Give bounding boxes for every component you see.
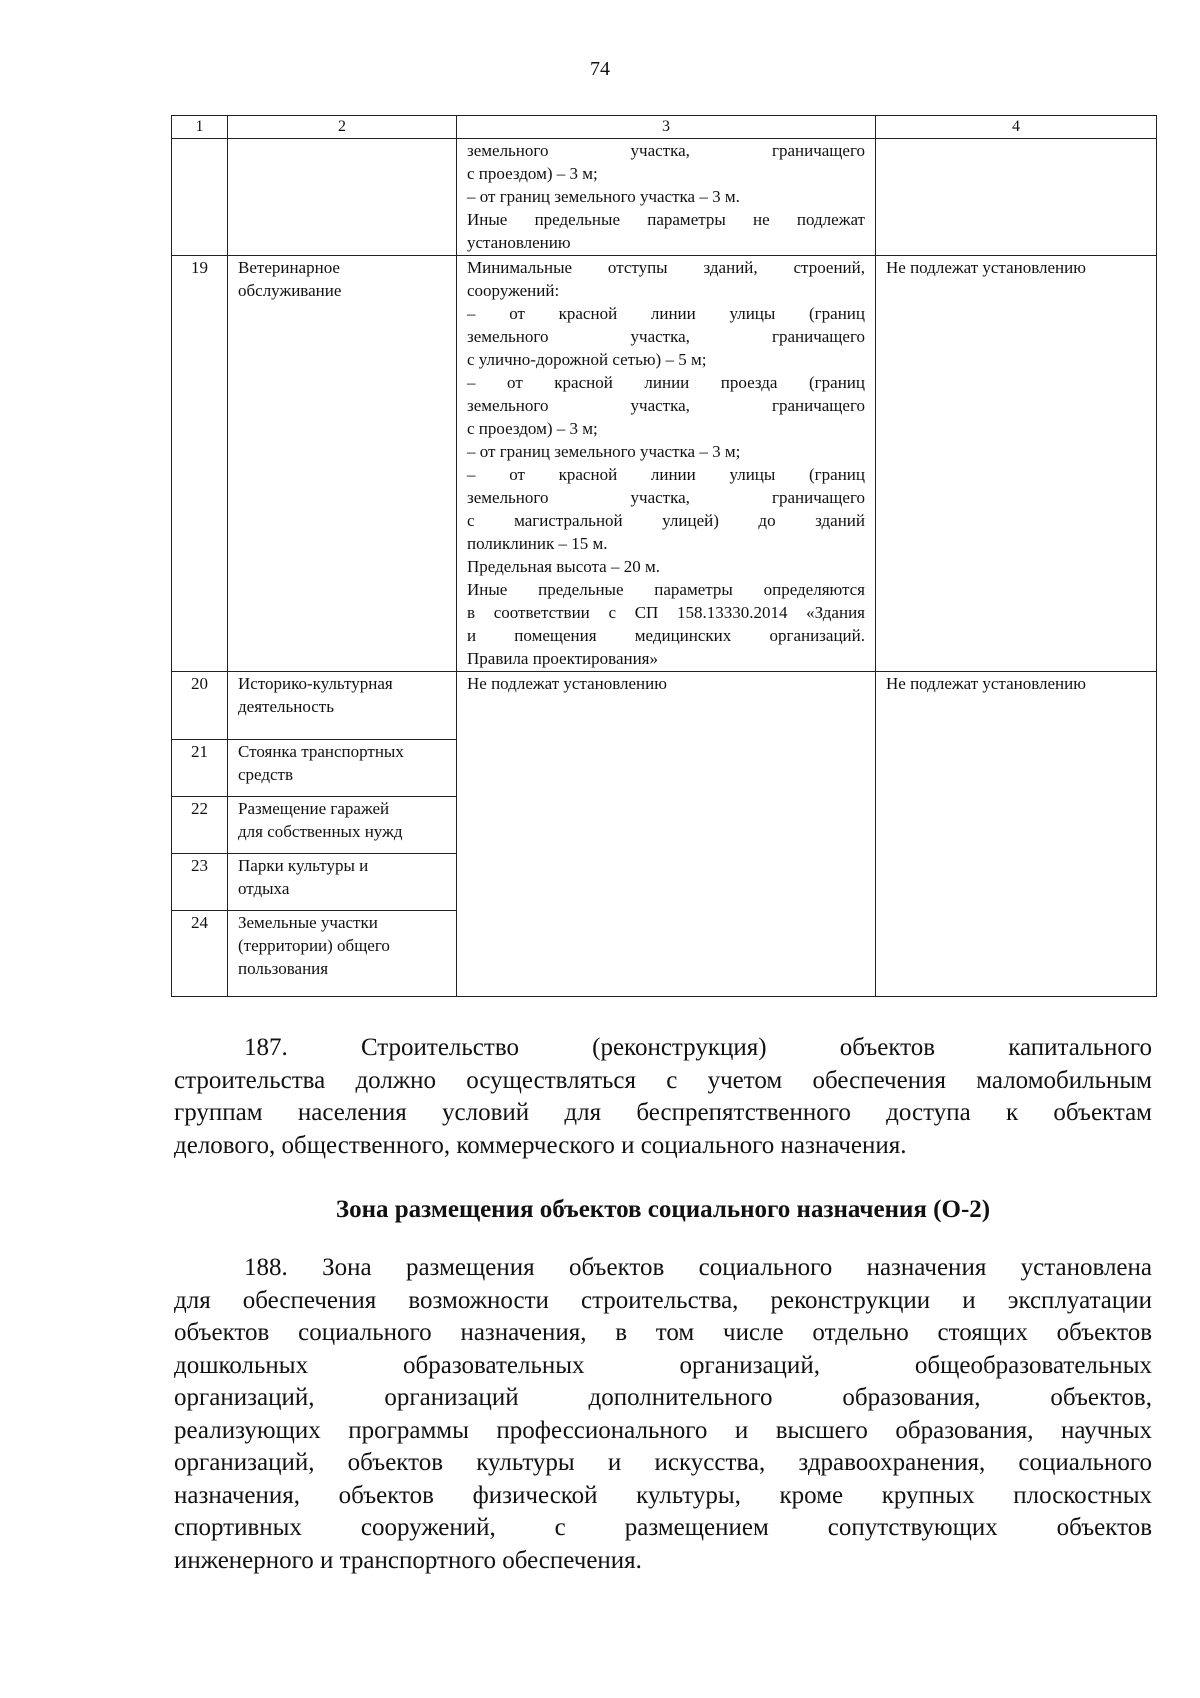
- text-line: Историко-культурная: [238, 674, 393, 693]
- text-line: Правила проектирования»: [467, 649, 659, 668]
- use-name-cell: [228, 139, 457, 256]
- parameters-cell: [457, 139, 876, 256]
- text-line: пользования: [238, 959, 329, 978]
- text-line: поликлиник – 15 м.: [467, 534, 608, 553]
- text-line: Земельные участки: [238, 913, 378, 932]
- use-name-cell: [228, 854, 457, 911]
- paragraph-line: организаций, организаций дополнительного образования, объектов,: [174, 1384, 1152, 1411]
- text-line: в соответствии с СП 158.13330.2014 «Здания: [467, 603, 865, 622]
- paragraph-line: строительства должно осуществляться с учетом обеспечения маломобильным: [174, 1066, 1152, 1094]
- text-line: с улично-дорожной сетью) – 5 м;: [467, 350, 707, 369]
- row-number-cell: 19: [172, 256, 228, 672]
- text-line: – от границ земельного участка – 3 м;: [467, 442, 741, 461]
- paragraph-line: 188. Зона размещения объектов социального назначения установлена: [244, 1254, 1152, 1281]
- text-line: земельного участка, граничащего: [467, 396, 865, 415]
- use-name-cell: [228, 256, 457, 672]
- page-number: 74: [590, 58, 610, 80]
- paragraph-line: организаций, объектов культуры и искусства, здравоохранения, социального: [174, 1449, 1152, 1476]
- section-heading: Зона размещения объектов социального назначения (О-2): [335, 1196, 991, 1223]
- paragraph-line: инженерного и транспортного обеспечения.: [174, 1546, 642, 1574]
- row-number-cell: 22: [172, 797, 228, 854]
- text-line: земельного участка, граничащего: [467, 488, 865, 507]
- use-name-cell: [228, 672, 457, 740]
- paragraph-line: спортивных сооружений, с размещением сопутствующих объектов: [174, 1514, 1152, 1541]
- header-cell-3: 3: [457, 116, 876, 139]
- restrictions-cell: Не подлежат установлению: [876, 672, 1157, 997]
- row-number-cell: 21: [172, 740, 228, 797]
- text-line: земельного участка, граничащего: [467, 141, 865, 160]
- header-cell-4: 4: [876, 116, 1157, 139]
- text-line: средств: [238, 765, 294, 784]
- row-number-cell: 23: [172, 854, 228, 911]
- text-line: установлению: [467, 233, 571, 252]
- paragraph-line: делового, общественного, коммерческого и социального назначения.: [174, 1131, 907, 1159]
- text-line: Иные предельные параметры определяются: [467, 580, 865, 599]
- text-line: отдыха: [238, 879, 290, 898]
- text-line: Парки культуры и: [238, 856, 369, 875]
- table-header-row: [172, 116, 1157, 139]
- text-line: деятельность: [238, 697, 334, 716]
- paragraph-line: назначения, объектов физической культуры, кроме крупных плоскостных: [174, 1481, 1152, 1509]
- text-line: для собственных нужд: [238, 822, 403, 841]
- text-line: земельного участка, граничащего: [467, 327, 865, 346]
- row-number-cell: 20: [172, 672, 228, 740]
- paragraph-line: объектов социального назначения, в том числе отдельно стоящих объектов: [174, 1319, 1152, 1346]
- text-line: сооружений:: [467, 281, 560, 300]
- parameters-cell: Не подлежат установлению: [457, 672, 876, 997]
- paragraph-line: для обеспечения возможности строительства, реконструкции и эксплуатации: [174, 1286, 1152, 1314]
- text-line: с магистральной улицей) до зданий: [467, 511, 865, 530]
- text-line: Минимальные отступы зданий, строений,: [467, 258, 865, 277]
- row-number-cell: 24: [172, 911, 228, 997]
- use-name-cell: [228, 911, 457, 997]
- paragraph-line: реализующих программы профессионального и высшего образования, научных: [174, 1416, 1152, 1444]
- paragraph-188: [174, 1252, 1152, 1577]
- paragraph-line: группам населения условий для беспрепятственного доступа к объектам: [174, 1099, 1152, 1126]
- parameters-cell: [457, 256, 876, 672]
- restrictions-cell: Не подлежат установлению: [876, 256, 1157, 672]
- row-number-cell: [172, 139, 228, 256]
- table-row-continuation: [172, 139, 1157, 256]
- text-line: Ветеринарное: [238, 258, 340, 277]
- text-line: – от красной линии проезда (границ: [467, 373, 865, 392]
- zone-parameters-table: [171, 115, 1157, 997]
- text-line: Размещение гаражей: [238, 799, 390, 818]
- text-line: Предельная высота – 20 м.: [467, 557, 660, 576]
- text-line: Иные предельные параметры не подлежат: [467, 210, 865, 229]
- text-line: Стоянка транспортных: [238, 742, 404, 761]
- text-line: – от границ земельного участка – 3 м.: [467, 187, 740, 206]
- text-line: – от красной линии улицы (границ: [467, 465, 865, 484]
- header-cell-1: 1: [172, 116, 228, 139]
- paragraph-line: 187. Строительство (реконструкция) объектов капитального: [244, 1034, 1152, 1061]
- header-cell-2: 2: [228, 116, 457, 139]
- table-row-20: [172, 672, 1157, 740]
- text-line: обслуживание: [238, 281, 342, 300]
- text-line: с проездом) – 3 м;: [467, 164, 598, 183]
- text-line: – от красной линии улицы (границ: [467, 304, 865, 323]
- text-line: (территории) общего: [238, 936, 390, 955]
- paragraph-line: дошкольных образовательных организаций, общеобразовательных: [174, 1351, 1152, 1379]
- restrictions-cell: [876, 139, 1157, 256]
- use-name-cell: [228, 797, 457, 854]
- table-row-19: [172, 256, 1157, 672]
- use-name-cell: [228, 740, 457, 797]
- text-line: с проездом) – 3 м;: [467, 419, 598, 438]
- paragraph-187: [174, 1032, 1152, 1162]
- text-line: и помещения медицинских организаций.: [467, 626, 865, 645]
